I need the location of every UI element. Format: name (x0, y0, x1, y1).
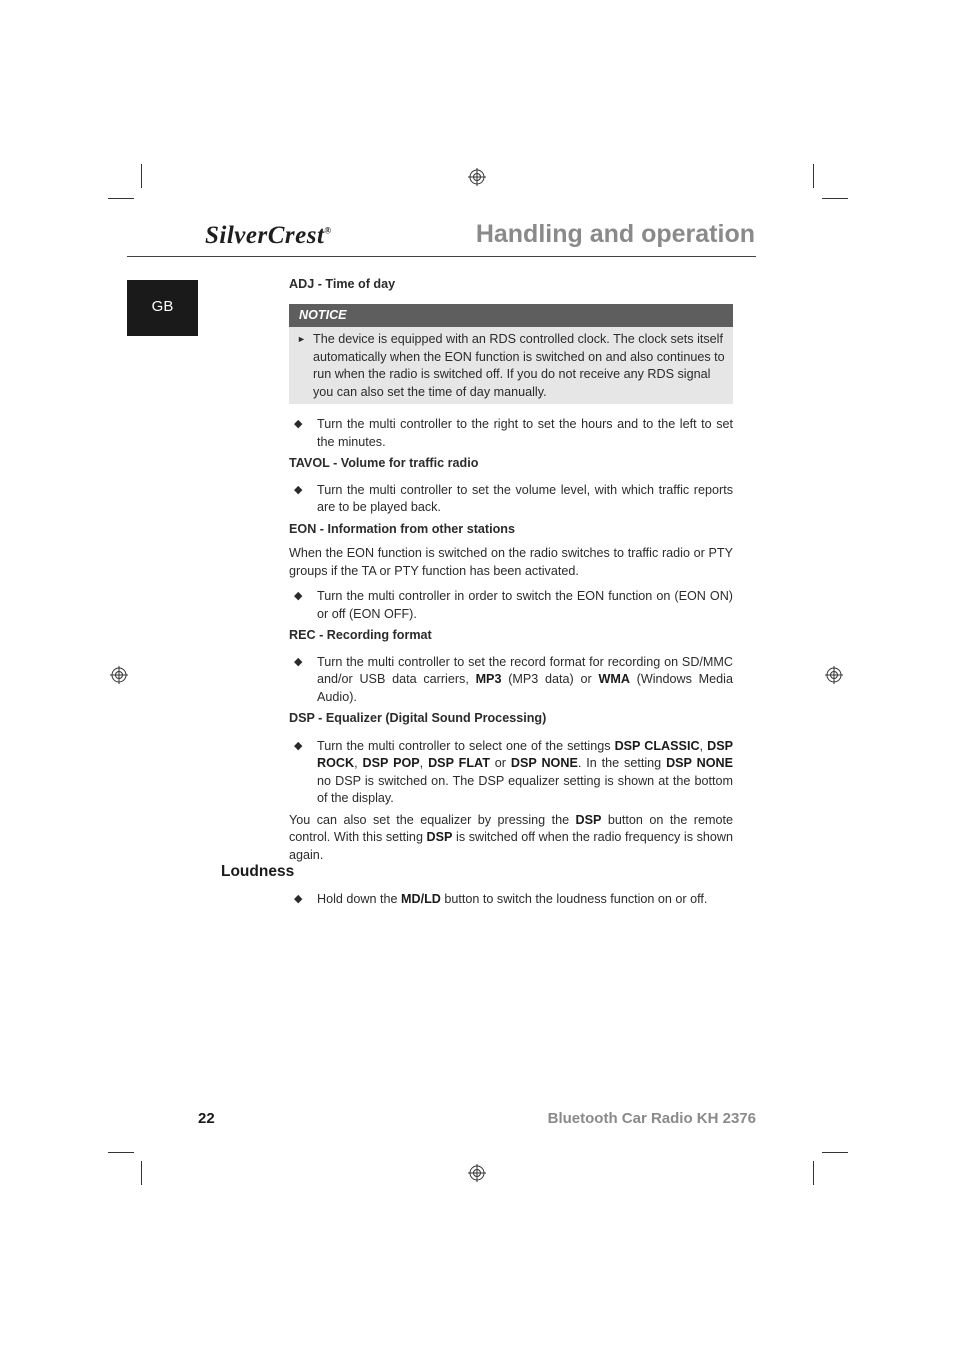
rec-text-2: (MP3 data) or (501, 672, 599, 686)
product-name: Bluetooth Car Radio KH 2376 (547, 1110, 756, 1127)
dsp-text-7: no DSP is switched on. The DSP equalizer setting is shown at the bottom of the display. (317, 773, 733, 805)
crop-mark (822, 1152, 848, 1153)
registration-mark-icon (110, 666, 128, 684)
dsp-bullet (289, 738, 733, 808)
dsp-para-text-1: You can also set the equalizer by pressing the (289, 812, 576, 827)
tavol-bullet-text: Turn the multi controller to set the volume level, with which traffic reports are to be played back. (317, 482, 733, 514)
dsp-classic: DSP CLASSIC (614, 738, 700, 753)
notice-box (289, 304, 733, 405)
diamond-bullet-icon: ◆ (294, 590, 303, 602)
notice-body (289, 327, 733, 404)
page-title: Handling and operation (475, 220, 755, 248)
rec-wma: WMA (598, 672, 630, 686)
loudness-text-1: Hold down the (317, 892, 402, 906)
diamond-bullet-icon: ◆ (294, 893, 303, 905)
dsp-text-1: Turn the multi controller to select one of the settings (317, 738, 615, 753)
crop-mark (108, 1152, 134, 1153)
adj-heading: ADJ - Time of day (289, 277, 396, 291)
crop-mark (822, 198, 848, 199)
crop-mark (108, 198, 134, 199)
triangle-arrow-icon: ► (297, 334, 306, 344)
dsp-para-text-3: is switched off when the radio frequency is shown again. (289, 830, 733, 862)
dsp-none-2: DSP NONE (666, 756, 734, 770)
crop-mark (813, 164, 814, 188)
dsp-paragraph (289, 812, 733, 865)
dsp-text-5: or (489, 756, 511, 770)
dsp-text-4: , (419, 756, 429, 770)
brand-logo (205, 222, 332, 250)
dsp-text-6: . In the setting (577, 756, 667, 770)
rec-text-3: (Windows Media Audio). (317, 672, 733, 704)
eon-bullet (289, 588, 733, 623)
dsp-para-bold-1: DSP (575, 812, 602, 827)
adj-bullet (289, 416, 733, 451)
eon-paragraph: When the EON function is switched on the radio switches to traffic radio or PTY groups if the TA or PTY function has been activated. (289, 546, 733, 578)
crop-mark (813, 1161, 814, 1185)
dsp-para-bold-2: DSP (426, 830, 453, 844)
rec-heading: REC - Recording format (289, 628, 432, 642)
crop-mark (141, 164, 142, 188)
loudness-heading: Loudness (221, 863, 295, 880)
notice-text: The device is equipped with an RDS controlled clock. The clock sets itself automatically when the EON function is switched on and also continues to run when the radio is switched off. If you do not receive any RDS signal you can also set the time of day manually. (313, 332, 725, 399)
language-tab: GB (127, 280, 198, 336)
diamond-bullet-icon: ◆ (294, 655, 303, 668)
crop-mark (141, 1161, 142, 1185)
dsp-pop: DSP POP (362, 756, 420, 770)
registration-mark-icon (468, 1164, 486, 1182)
dsp-none: DSP NONE (510, 756, 578, 770)
loudness-content (289, 891, 733, 909)
logo-text: SilverCrest (205, 222, 325, 249)
header-divider (127, 256, 756, 257)
registration-mark-icon (825, 666, 843, 684)
dsp-rock: DSP ROCK (317, 738, 733, 770)
loudness-bullet (289, 891, 733, 909)
dsp-para-text-2: button on the remote control. With this setting (289, 812, 733, 844)
dsp-text-3: , (354, 756, 363, 770)
diamond-bullet-icon: ◆ (294, 739, 303, 752)
adj-bullet-text: Turn the multi controller to the right to set the hours and to the left to set the minutes. (317, 417, 733, 449)
tavol-heading: TAVOL - Volume for traffic radio (289, 456, 479, 470)
diamond-bullet-icon: ◆ (294, 418, 303, 430)
logo-registered-mark: ® (324, 225, 332, 236)
rec-text-1: Turn the multi controller to set the record format for recording on SD/MMC and/or USB data carriers, (317, 654, 733, 686)
rec-mp3: MP3 (475, 672, 502, 686)
loudness-mdld: MD/LD (401, 892, 441, 906)
loudness-text-2: button to switch the loudness function on or off. (440, 892, 708, 906)
dsp-flat: DSP FLAT (428, 756, 490, 770)
main-content (289, 276, 733, 864)
eon-heading: EON - Information from other stations (289, 521, 515, 536)
tavol-bullet (289, 482, 733, 517)
notice-label: NOTICE (289, 304, 733, 328)
page-number: 22 (198, 1110, 215, 1127)
dsp-heading: DSP - Equalizer (Digital Sound Processing) (289, 711, 547, 725)
rec-bullet (289, 654, 733, 707)
dsp-text-2: , (699, 738, 708, 753)
eon-bullet-text: Turn the multi controller in order to switch the EON function on (EON ON) or off (EON OFF). (317, 589, 733, 621)
registration-mark-icon (468, 168, 486, 186)
diamond-bullet-icon: ◆ (294, 483, 303, 496)
